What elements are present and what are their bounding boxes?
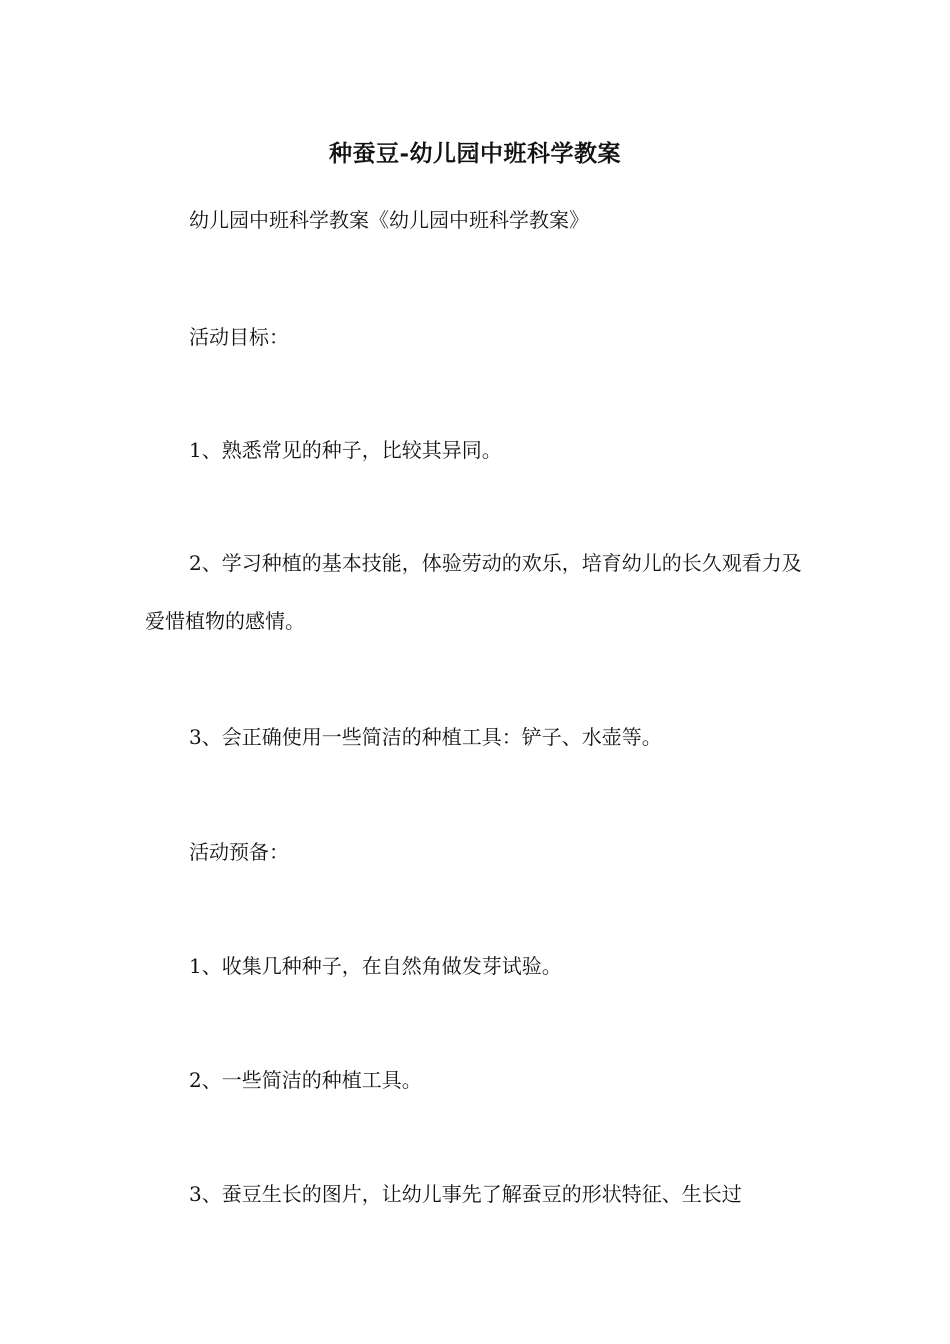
paragraph-prep-3: 3、蚕豆生长的图片，让幼儿事先了解蚕豆的形状特征、生长过 bbox=[189, 1182, 742, 1206]
paragraph-goal-1: 1、熟悉常见的种子，比较其异同。 bbox=[189, 438, 502, 462]
paragraph-subtitle: 幼儿园中班科学教案《幼儿园中班科学教案》 bbox=[189, 208, 589, 232]
paragraph-goal-2: 2、学习种植的基本技能，体验劳动的欢乐，培育幼儿的长久观看力及爱惜植物的感情。 bbox=[145, 551, 802, 633]
paragraph-prep-heading: 活动预备： bbox=[189, 840, 289, 864]
paragraph-prep-2: 2、一些简洁的种植工具。 bbox=[189, 1068, 422, 1092]
paragraph-goal-3: 3、会正确使用一些简洁的种植工具：铲子、水壶等。 bbox=[189, 725, 662, 749]
paragraph-prep-1: 1、收集几种种子，在自然角做发芽试验。 bbox=[189, 954, 562, 978]
document-title: 种蚕豆-幼儿园中班科学教案 bbox=[328, 140, 622, 167]
paragraph-goals-heading: 活动目标： bbox=[189, 325, 289, 349]
